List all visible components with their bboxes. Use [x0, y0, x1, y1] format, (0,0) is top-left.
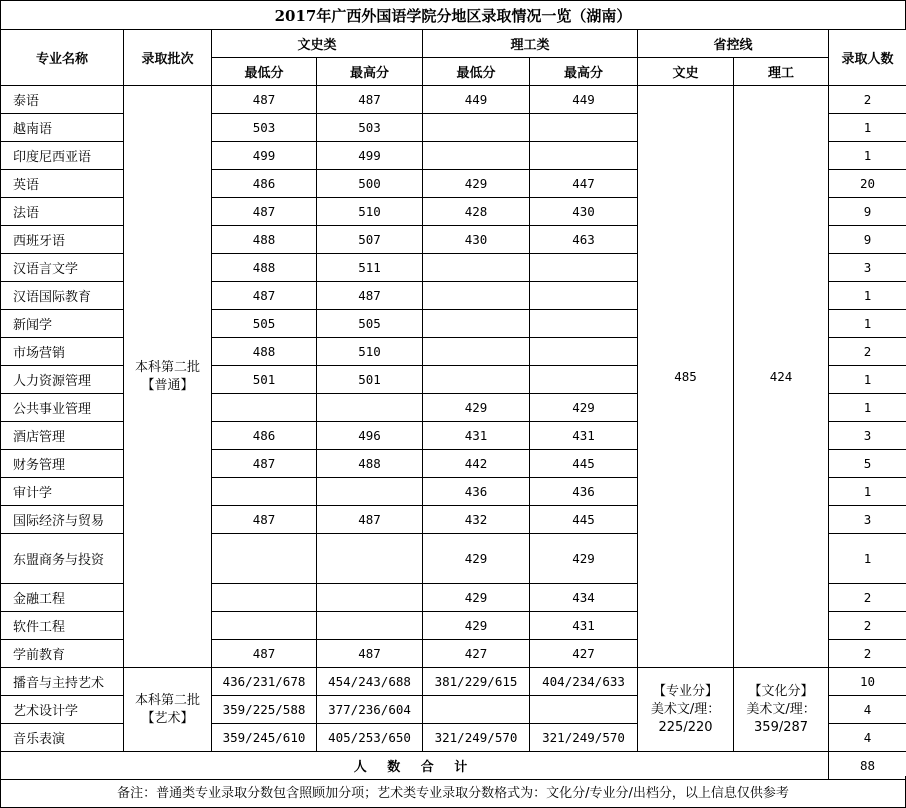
score-arts-min: 488: [212, 226, 317, 254]
score-arts-min: 487: [212, 506, 317, 534]
score-arts-max: 500: [317, 170, 423, 198]
cell-line: 本科第二批: [134, 692, 200, 708]
header-count: 录取人数: [829, 30, 906, 86]
admitted-count: 1: [829, 114, 906, 142]
admitted-count: 1: [829, 282, 906, 310]
major-name: 汉语言文学: [1, 254, 124, 282]
admitted-count: 3: [829, 506, 906, 534]
major-name: 公共事业管理: [1, 394, 124, 422]
score-arts-min: 487: [212, 198, 317, 226]
score-arts-max: [317, 534, 423, 584]
table-body: [1, 86, 906, 780]
score-sci-max: 429: [530, 534, 638, 584]
score-sci-max: [530, 114, 638, 142]
major-name: 财务管理: [1, 450, 124, 478]
major-name: 新闻学: [1, 310, 124, 338]
score-arts-max: 496: [317, 422, 423, 450]
cell-line: 【艺术】: [141, 710, 194, 726]
score-sci-min: 429: [423, 612, 530, 640]
score-arts-max: [317, 612, 423, 640]
major-name: 学前教育: [1, 640, 124, 668]
header-batch: 录取批次: [124, 30, 212, 86]
header-arts: 文史类: [212, 30, 423, 58]
major-name: 软件工程: [1, 612, 124, 640]
score-sci-min: [423, 114, 530, 142]
score-sci-max: 321/249/570: [530, 724, 638, 752]
score-sci-min: [423, 338, 530, 366]
score-sci-min: 427: [423, 640, 530, 668]
major-name: 汉语国际教育: [1, 282, 124, 310]
score-sci-max: 463: [530, 226, 638, 254]
score-sci-min: 381/229/615: [423, 668, 530, 696]
admitted-count: 9: [829, 198, 906, 226]
score-arts-min: 487: [212, 86, 317, 114]
admitted-count: 2: [829, 584, 906, 612]
score-arts-min: 486: [212, 170, 317, 198]
admitted-count: 1: [829, 366, 906, 394]
cell-line: 【文化分】: [748, 683, 814, 699]
score-sci-min: 321/249/570: [423, 724, 530, 752]
score-sci-min: [423, 310, 530, 338]
cell-line: 【专业分】: [653, 683, 719, 699]
admission-table: [0, 29, 906, 780]
header-science-min: 最低分: [423, 58, 530, 86]
batch-art: [124, 668, 212, 752]
header-major: 专业名称: [1, 30, 124, 86]
major-name: 人力资源管理: [1, 366, 124, 394]
major-name: 艺术设计学: [1, 696, 124, 724]
major-name: 越南语: [1, 114, 124, 142]
score-arts-min: 486: [212, 422, 317, 450]
major-name: 审计学: [1, 478, 124, 506]
score-sci-min: 429: [423, 170, 530, 198]
score-arts-max: 487: [317, 86, 423, 114]
score-arts-max: 507: [317, 226, 423, 254]
cell-line: 美术文/理：: [650, 701, 721, 717]
score-arts-min: 501: [212, 366, 317, 394]
score-sci-min: 429: [423, 394, 530, 422]
score-arts-max: 511: [317, 254, 423, 282]
score-sci-min: 429: [423, 584, 530, 612]
major-name: 印度尼西亚语: [1, 142, 124, 170]
sheet-title: 2017年广西外国语学院分地区录取情况一览（湖南）: [0, 0, 906, 30]
score-arts-min: [212, 478, 317, 506]
major-name: 法语: [1, 198, 124, 226]
score-arts-min: 505: [212, 310, 317, 338]
admitted-count: 4: [829, 724, 906, 752]
cell-line: 225/220: [658, 719, 713, 735]
score-arts-min: 359/245/610: [212, 724, 317, 752]
score-sci-min: 442: [423, 450, 530, 478]
admitted-count: 1: [829, 534, 906, 584]
score-sci-max: 449: [530, 86, 638, 114]
score-sci-max: [530, 366, 638, 394]
score-sci-max: 445: [530, 506, 638, 534]
cell-line: 359/287: [754, 719, 809, 735]
admitted-count: 9: [829, 226, 906, 254]
score-arts-min: [212, 584, 317, 612]
admitted-count: 1: [829, 478, 906, 506]
admitted-count: 5: [829, 450, 906, 478]
score-sci-max: 427: [530, 640, 638, 668]
score-sci-max: 404/234/633: [530, 668, 638, 696]
score-sci-min: 429: [423, 534, 530, 584]
major-name: 国际经济与贸易: [1, 506, 124, 534]
score-arts-max: [317, 584, 423, 612]
score-arts-min: 436/231/678: [212, 668, 317, 696]
score-sci-min: [423, 282, 530, 310]
score-arts-min: 359/225/588: [212, 696, 317, 724]
score-sci-max: 429: [530, 394, 638, 422]
cell-line: 【普通】: [141, 377, 194, 393]
admitted-count: 2: [829, 338, 906, 366]
cell-line: 本科第二批: [134, 359, 200, 375]
major-name: 泰语: [1, 86, 124, 114]
batch-regular: [124, 86, 212, 668]
score-sci-max: 431: [530, 422, 638, 450]
major-name: 英语: [1, 170, 124, 198]
major-name: 东盟商务与投资: [1, 534, 124, 584]
control-science-regular: 424: [734, 86, 829, 668]
score-arts-max: 377/236/604: [317, 696, 423, 724]
score-arts-min: 503: [212, 114, 317, 142]
control-science-art: [734, 668, 829, 752]
major-name: 播音与主持艺术: [1, 668, 124, 696]
score-sci-min: [423, 254, 530, 282]
score-sci-min: 436: [423, 478, 530, 506]
score-arts-min: 487: [212, 282, 317, 310]
admitted-count: 3: [829, 422, 906, 450]
major-name: 市场营销: [1, 338, 124, 366]
score-arts-max: 488: [317, 450, 423, 478]
header-control-line: 省控线: [638, 30, 829, 58]
score-arts-min: 499: [212, 142, 317, 170]
score-arts-min: [212, 394, 317, 422]
header-control-arts: 文史: [638, 58, 734, 86]
score-sci-max: 431: [530, 612, 638, 640]
header-control-science: 理工: [734, 58, 829, 86]
score-arts-max: 510: [317, 338, 423, 366]
score-sci-max: 447: [530, 170, 638, 198]
table-row: [1, 86, 906, 114]
admitted-count: 2: [829, 640, 906, 668]
score-sci-min: [423, 696, 530, 724]
score-sci-min: 428: [423, 198, 530, 226]
cell-line: 美术文/理：: [746, 701, 816, 717]
score-arts-max: 487: [317, 640, 423, 668]
score-arts-max: [317, 394, 423, 422]
major-name: 酒店管理: [1, 422, 124, 450]
score-arts-max: 405/253/650: [317, 724, 423, 752]
score-arts-min: 487: [212, 640, 317, 668]
score-sci-min: 431: [423, 422, 530, 450]
score-sci-max: [530, 338, 638, 366]
total-label: 人 数 合 计: [1, 752, 829, 780]
score-sci-max: 436: [530, 478, 638, 506]
table-row: [1, 668, 906, 696]
admitted-count: 1: [829, 310, 906, 338]
admitted-count: 20: [829, 170, 906, 198]
score-arts-min: 488: [212, 338, 317, 366]
header-science: 理工类: [423, 30, 638, 58]
total-value: 88: [829, 752, 906, 780]
admitted-count: 10: [829, 668, 906, 696]
score-arts-min: 488: [212, 254, 317, 282]
admitted-count: 1: [829, 142, 906, 170]
score-arts-max: 454/243/688: [317, 668, 423, 696]
score-arts-max: 510: [317, 198, 423, 226]
major-name: 音乐表演: [1, 724, 124, 752]
score-sci-max: [530, 696, 638, 724]
admitted-count: 3: [829, 254, 906, 282]
score-arts-max: 487: [317, 282, 423, 310]
header-arts-min: 最低分: [212, 58, 317, 86]
major-name: 西班牙语: [1, 226, 124, 254]
control-arts-art: [638, 668, 734, 752]
score-sci-max: [530, 310, 638, 338]
score-sci-min: [423, 366, 530, 394]
admitted-count: 2: [829, 86, 906, 114]
score-arts-min: [212, 612, 317, 640]
score-sci-max: [530, 254, 638, 282]
control-arts-regular: 485: [638, 86, 734, 668]
score-arts-min: [212, 534, 317, 584]
score-sci-min: 449: [423, 86, 530, 114]
admitted-count: 2: [829, 612, 906, 640]
score-arts-max: [317, 478, 423, 506]
score-sci-max: 434: [530, 584, 638, 612]
admitted-count: 4: [829, 696, 906, 724]
score-sci-max: [530, 282, 638, 310]
score-arts-max: 499: [317, 142, 423, 170]
score-sci-min: 432: [423, 506, 530, 534]
score-sci-max: 445: [530, 450, 638, 478]
score-arts-max: 487: [317, 506, 423, 534]
score-arts-max: 503: [317, 114, 423, 142]
footnote: 备注：普通类专业录取分数包含照顾加分项；艺术类专业录取分数格式为：文化分/专业分/出档分，以上信息仅供参考: [0, 776, 906, 808]
header-science-max: 最高分: [530, 58, 638, 86]
header-arts-max: 最高分: [317, 58, 423, 86]
score-arts-max: 501: [317, 366, 423, 394]
score-sci-max: [530, 142, 638, 170]
admitted-count: 1: [829, 394, 906, 422]
score-sci-min: 430: [423, 226, 530, 254]
score-sci-max: 430: [530, 198, 638, 226]
score-arts-min: 487: [212, 450, 317, 478]
major-name: 金融工程: [1, 584, 124, 612]
score-sci-min: [423, 142, 530, 170]
score-arts-max: 505: [317, 310, 423, 338]
